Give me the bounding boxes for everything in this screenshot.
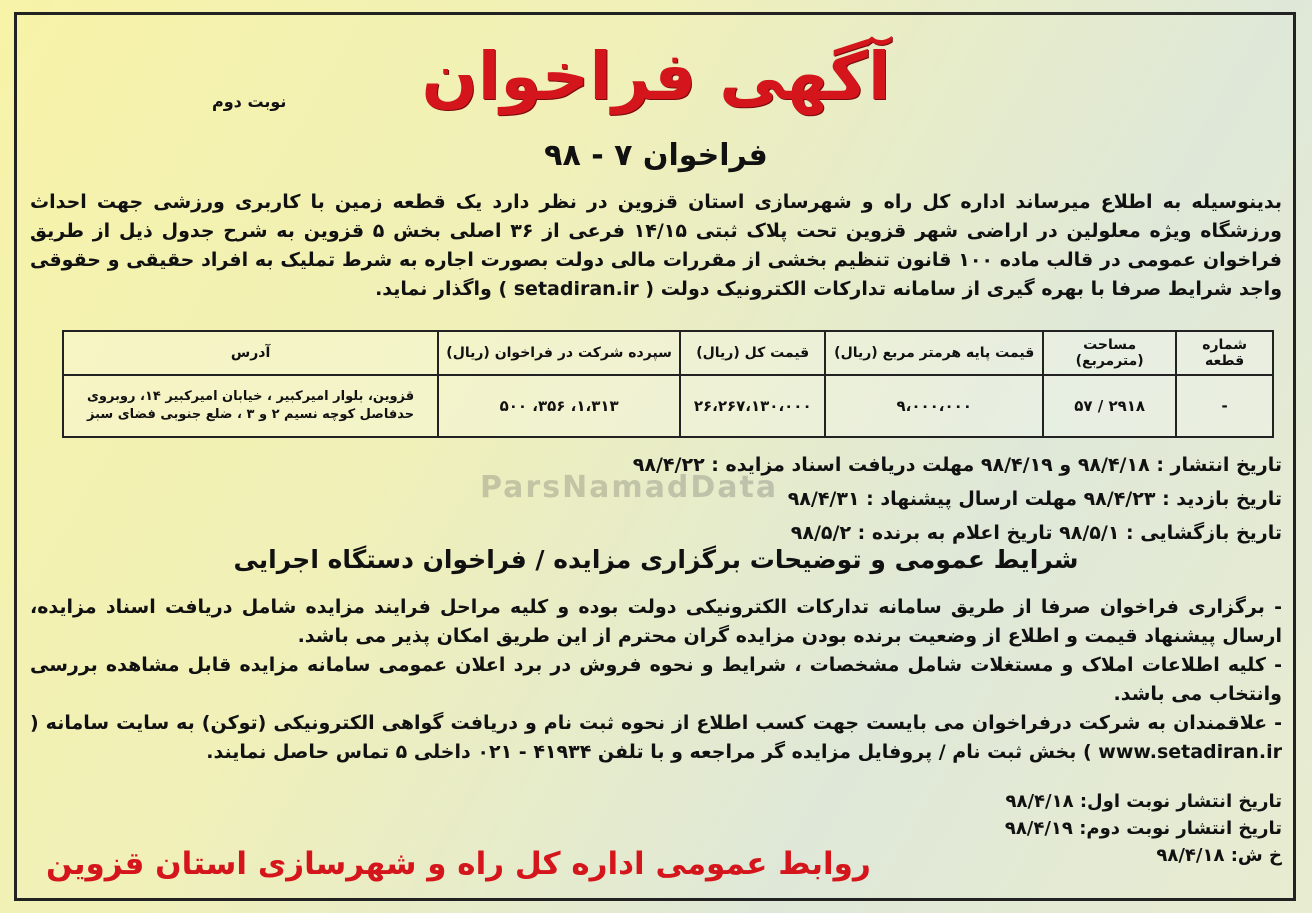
lots-table: [62, 330, 1274, 438]
table-cell-deposit: ۱،۳۱۳، ۳۵۶، ۵۰۰: [438, 375, 680, 437]
date-line-visit: تاریخ بازدید : ۹۸/۴/۲۳ مهلت ارسال پیشنهاد : ۹۸/۴/۳۱: [787, 488, 1282, 510]
column-header: شماره قطعه: [1176, 331, 1273, 375]
column-header: قیمت پایه هرمتر مربع (ریال): [825, 331, 1043, 375]
ad-title: آگهی فراخوان: [421, 38, 891, 115]
column-header: سپرده شرکت در فراخوان (ریال): [438, 331, 680, 375]
column-header: قیمت کل (ریال): [680, 331, 825, 375]
condition-item: - علاقمندان به شرکت درفراخوان می بایست جهت کسب اطلاع از نحوه ثبت نام و دریافت گواهی الکترونیکی (توکن) به سایت سامانه ( www.setadiran.ir ) بخش ثبت نام / پروفایل مزایده گر مراجعه و با تلفن ۴۱۹۳۴ - ۰۲۱ داخلی ۵ تماس حاصل نمایند.: [30, 712, 1282, 763]
publication-second: تاریخ انتشار نوبت دوم: ۹۸/۴/۱۹: [1004, 818, 1282, 839]
table-cell-lot-number: -: [1176, 375, 1273, 437]
table-row: [63, 375, 1273, 437]
publication-first: تاریخ انتشار نوبت اول: ۹۸/۴/۱۸: [1005, 791, 1282, 812]
footer-signature: روابط عمومی اداره کل راه و شهرسازی استان قزوین: [46, 846, 871, 882]
date-line-opening: تاریخ بازگشایی : ۹۸/۵/۱ تاریخ اعلام به برنده : ۹۸/۵/۲: [790, 522, 1282, 544]
round-label: نوبت دوم: [212, 92, 287, 111]
watermark-text: ParsNamadData: [480, 470, 779, 505]
column-header: مساحت (مترمربع): [1043, 331, 1176, 375]
date-line-publish: تاریخ انتشار : ۹۸/۴/۱۸ و ۹۸/۴/۱۹ مهلت دریافت اسناد مزایده : ۹۸/۴/۲۲: [632, 454, 1282, 476]
column-header: آدرس: [63, 331, 438, 375]
conditions-heading: شرایط عمومی و توضیحات برگزاری مزایده / فراخوان دستگاه اجرایی: [233, 545, 1079, 574]
table-cell-base-price: ۹،۰۰۰،۰۰۰: [825, 375, 1043, 437]
table-cell-total-price: ۲۶،۲۶۷،۱۳۰،۰۰۰: [680, 375, 825, 437]
table-cell-area: ۲۹۱۸ / ۵۷: [1043, 375, 1176, 437]
condition-item: - برگزاری فراخوان صرفا از طریق سامانه تدارکات الکترونیکی دولت بوده و کلیه مراحل فرایند مزایده شامل دریافت اسناد مزایده، ارسال پیشنهاد قیمت و اطلاع از وضعیت برنده بودن مزایده گران محترم از این طریق امکان پذیر می باشد.: [30, 596, 1282, 647]
publication-dates: [960, 788, 1282, 869]
table-header-row: [63, 331, 1273, 375]
publication-code: خ ش: ۹۸/۴/۱۸: [1156, 845, 1282, 866]
conditions-list: [30, 593, 1282, 767]
intro-paragraph: بدینوسیله به اطلاع میرساند اداره کل راه و شهرسازی استان قزوین در نظر دارد یک قطعه زمین با کاربری ورزشی جهت احداث ورزشگاه ویژه معلولین در اراضی شهر قزوین تحت پلاک ثبتی ۱۴/۱۵ فرعی از ۳۶ اصلی بخش ۵ قزوین به شرح جدول ذیل از طریق فراخوان عمومی در قالب ماده ۱۰۰ قانون تنظیم بخشی از مقررات مالی دولت بصورت اجاره به شرط تملیک به افراد حقیقی و حقوقی واجد شرایط صرفا با بهره گیری از سامانه تدارکات الکترونیک دولت ( setadiran.ir ) واگذار نماید.: [30, 191, 1282, 300]
table-cell-address: قزوین، بلوار امیرکبیر ، خیابان امیرکبیر ۱۴، روبروی حدفاصل کوچه نسیم ۲ و ۳ ، ضلع جنوبی فضای سبز: [63, 375, 438, 437]
condition-item: - کلیه اطلاعات املاک و مستغلات شامل مشخصات ، شرایط و نحوه فروش در برد اعلان عمومی سامانه مزایده قابل مشاهده بررسی وانتخاب می باشد.: [30, 654, 1282, 705]
ad-subtitle: فراخوان ۷ - ۹۸: [544, 138, 768, 173]
